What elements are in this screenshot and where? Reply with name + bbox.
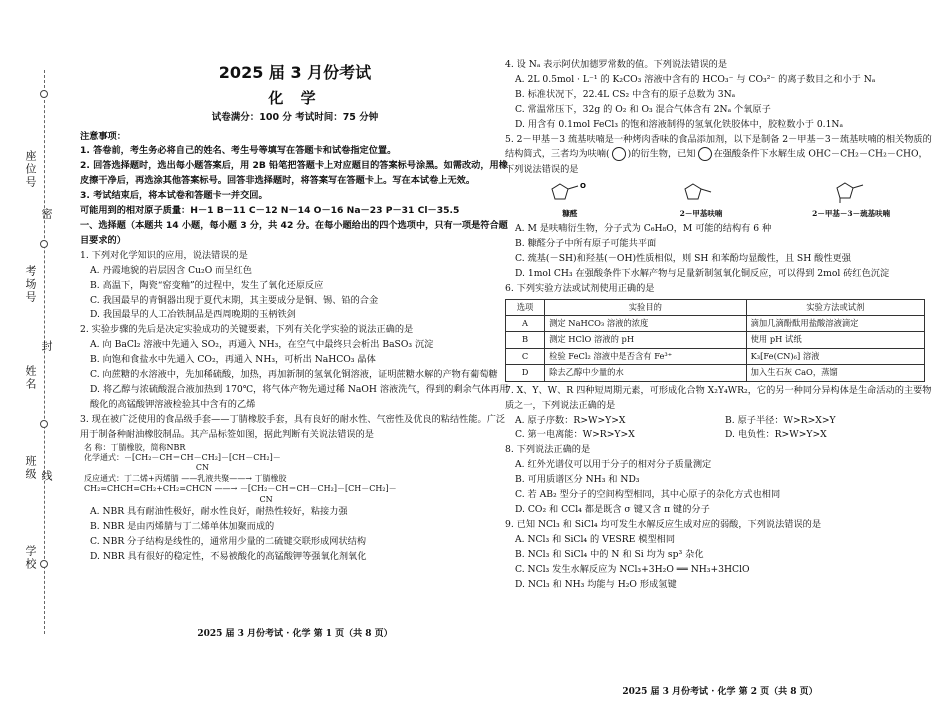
table-cell: 测定 HClO 溶液的 pH <box>545 332 747 348</box>
question-stem: 8. 下列说法正确的是 <box>505 444 591 456</box>
formula-line: CH₂=CHCH=CH₂+CH₂=CHCN ——→ －[CH₂－CH＝CH－CH₂]－[CH－CH₂]－ <box>84 484 397 494</box>
question-stem: 2. 实验步骤的先后是决定实验成功的关键要素，下列有关化学实验的说法正确的是 <box>80 324 414 336</box>
option: B. 标准状况下，22.4L CS₂ 中含有的原子总数为 3Nₐ <box>515 88 736 100</box>
option: D. NCl₃ 和 NH₃ 均能与 H₂O 形成氢键 <box>515 578 677 590</box>
seal-mark: 封 <box>40 340 53 353</box>
option: C. NBR 分子结构是线性的，通常用少量的二硫键交联形成网状结构 <box>90 535 367 547</box>
option-row <box>505 414 935 429</box>
option: A. M 是呋喃衍生物，分子式为 C₆H₈O，M 可能的结构有 6 种 <box>515 223 772 235</box>
binding-margin <box>0 0 60 654</box>
structure-label: 2－甲基－3－巯基呋喃 <box>812 208 891 218</box>
option: C. 向蔗糖的水溶液中，先加稀硫酸，加热，再加新制的氢氧化铜溶液，证明蔗糖水解的产物有葡萄糖 <box>90 369 498 381</box>
room-label: 考场号 <box>24 265 37 304</box>
question-stem: 6. 下列实验方法或试剂使用正确的是 <box>505 282 655 294</box>
thiofuran-icon <box>831 180 871 204</box>
option-row <box>505 428 935 443</box>
structure-label: 2－甲基呋喃 <box>679 208 723 218</box>
option: D. 将乙醇与浓硫酸混合液加热到 170℃，将气体产物先通过稀 NaOH 溶液洗气，得到的剩余气体再用酸化的高锰酸钾溶液检验其中含有的乙烯 <box>90 383 509 410</box>
furfural-icon <box>550 180 590 204</box>
table-cell: 检验 FeCl₂ 溶液中是否含有 Fe³⁺ <box>545 348 747 364</box>
seal-mark: 线 <box>40 470 53 483</box>
structure-row <box>505 180 935 220</box>
option: C. 常温常压下，32g 的 O₂ 和 O₃ 混合气体含有 2Nₐ 个氧原子 <box>515 103 771 115</box>
option: A. NCl₃ 和 SiCl₄ 的 VESRE 模型相同 <box>515 533 676 545</box>
table-cell: 加入生石灰 CaO，蒸馏 <box>746 365 924 381</box>
question-stem: 4. 设 Nₐ 表示阿伏加德罗常数的值。下列说法错误的是 <box>505 59 728 70</box>
structure-label: 糠醛 <box>562 208 578 218</box>
notice-item: 2. 回答选择题时，选出每小题答案后，用 2B 铅笔把答题卡上对应题目的答案标号涂黑。如需改动，用橡皮擦干净后，再选涂其他答案标号。回答非选择题时，将答案写在答题卡上。写在本试卷上无效。 <box>80 160 508 187</box>
formula-line: 反应通式：丁二烯+丙烯腈 ——乳液共聚——→ 丁腈橡胶 <box>84 473 287 483</box>
binding-hole <box>40 560 48 568</box>
page-footer: 2025 届 3 月份考试 · 化学 第 2 页（共 8 页） <box>622 687 818 698</box>
table-row <box>506 332 925 348</box>
formula-line: CN <box>84 494 273 504</box>
table-cell: B <box>506 332 545 348</box>
exam-meta: 试卷满分：100 分 考试时间：75 分钟 <box>211 112 379 124</box>
seal-mark: 密 <box>40 208 53 221</box>
class-label: 班级 <box>24 455 37 481</box>
option: D. NBR 具有很好的稳定性，不易被酸化的高锰酸钾等强氧化剂氧化 <box>90 550 367 562</box>
binding-hole <box>40 240 48 248</box>
table-cell: 除去乙醇中少量的水 <box>545 365 747 381</box>
table-cell: C <box>506 348 545 364</box>
option: B. 向饱和食盐水中先通入 CO₂，再通入 NH₃，可析出 NaHCO₃ 晶体 <box>90 354 376 366</box>
methylfuran-structure <box>680 180 723 220</box>
table-cell: A <box>506 316 545 332</box>
table-cell: 测定 NaHCO₃ 溶液的浓度 <box>545 316 747 332</box>
table-cell: D <box>506 365 545 381</box>
option: A. 2L 0.5mol · L⁻¹ 的 K₂CO₃ 溶液中含有的 HCO₃⁻ 与 CO₃²⁻ 的离子数目之和小于 Nₐ <box>515 73 876 85</box>
notice-item: 1. 答卷前，考生务必将自己的姓名、考生号等填写在答题卡和试卷指定位置。 <box>80 145 397 157</box>
stem-part: 在强酸条件下水解生成 OHC－CH₂－CH₂－CHO，下列说法错误的是 <box>505 148 928 175</box>
option: D. CO₂ 和 CCl₄ 都是既含 σ 键又含 π 键的分子 <box>515 504 710 515</box>
option: B. 可用质谱区分 NH₃ 和 ND₃ <box>515 474 640 486</box>
option: B. 原子半径：W>R>X>Y <box>725 414 836 426</box>
option: D. 我国最早的人工冶铁制品是西周晚期的玉柄铁剑 <box>90 309 296 321</box>
option: C. 第一电离能：W>R>Y>X <box>515 429 635 441</box>
experiment-table <box>505 299 925 382</box>
option: B. 高温下，陶瓷“窑变釉”的过程中，发生了氧化还原反应 <box>90 279 324 291</box>
option: B. NBR 是由丙烯腈与丁二烯单体加聚而成的 <box>90 520 275 532</box>
table-row <box>506 348 925 364</box>
option: C. 我国最早的青铜器出现于夏代末期，其主要成分是铜、锡、铅的合金 <box>90 294 379 306</box>
stem-part: 5. 2－甲基－3 巯基呋喃是一种烤肉香味的食品添加剂，以下是制备 2－甲基－3－巯基呋喃的相关物质的结构简式，三者均为呋喃( <box>505 133 932 160</box>
option: B. 糠醛分子中所有原子可能共平面 <box>515 237 657 249</box>
atomic-masses: 可能用到的相对原子质量：H－1 B－11 C－12 N－14 O－16 Na－23 P－31 Cl－35.5 <box>80 205 460 217</box>
nbr-label <box>80 443 510 505</box>
svg-text:O: O <box>579 181 586 190</box>
subject-title: 化 学 <box>268 88 322 107</box>
option: D. 电负性：R>W>Y>X <box>725 429 827 441</box>
stem-part: )的衍生物，已知 <box>627 148 696 160</box>
exam-title: 2025 届 3 月份考试 <box>218 63 372 82</box>
table-cell: 使用 pH 试纸 <box>746 332 924 348</box>
question-stem: 9. 已知 NCl₃ 和 SiCl₄ 均可发生水解反应生成对应的弱酸，下列说法错误的是 <box>505 518 822 530</box>
name-label: 姓名 <box>24 365 37 391</box>
table-row <box>506 316 925 332</box>
option: D. 1mol CH₃ 在强酸条件下水解产物与足量新制氢氧化铜反应，可以得到 2mol 砖红色沉淀 <box>515 267 890 279</box>
option: A. 向 BaCl₂ 溶液中先通入 SO₂，再通入 NH₃，在空气中最终只会析出 BaSO₃ 沉淀 <box>90 339 434 351</box>
table-row <box>506 365 925 381</box>
column-header: 实验方法或试剂 <box>746 299 924 315</box>
question-stem <box>505 133 935 178</box>
thiofuran-structure <box>812 180 890 220</box>
option: A. NBR 具有耐油性极好，耐水性良好，耐热性较好，粘接力强 <box>90 505 348 517</box>
seat-label: 座位号 <box>24 150 37 189</box>
table-header <box>506 299 925 315</box>
column-header: 选项 <box>506 299 545 315</box>
table-cell: K₃[Fe(CN)₆] 溶液 <box>746 348 924 364</box>
furfural-structure <box>550 180 590 220</box>
option: C. NCl₃ 发生水解反应为 NCl₃+3H₂O ══ NH₃+3HClO <box>515 563 750 575</box>
table-cell: 滴加几滴酚酞用盐酸溶液滴定 <box>746 316 924 332</box>
binding-hole <box>40 420 48 428</box>
binding-hole <box>40 90 48 98</box>
option: A. 丹霞地貌的岩层因含 Cu₂O 而呈红色 <box>90 264 252 276</box>
furan-ring-icon <box>612 147 626 161</box>
option: A. 红外光谱仪可以用于分子的相对分子质量测定 <box>515 459 712 471</box>
column-header: 实验目的 <box>545 299 747 315</box>
page-1 <box>80 0 510 654</box>
question-stem: 7. X、Y、W、R 四种短周期元素，可形成化合物 X₂Y₄WR₂，它的另一种同分异构体是生命活动的主要物质之一，下列说法正确的是 <box>505 384 932 411</box>
methylfuran-icon <box>681 180 721 204</box>
school-label: 学校 <box>24 545 37 571</box>
section-heading: 一、选择题（本题共 14 小题，每小题 3 分，共 42 分。在每小题给出的四个选项中，只有一项是符合题目要求的） <box>80 220 508 246</box>
furan-ring-icon <box>698 147 712 161</box>
option: A. 原子序数：R>W>Y>X <box>515 414 626 426</box>
question-stem: 3. 现在被广泛使用的食品级手套——丁腈橡胶手套，具有良好的耐水性、气密性及优良的粘结性能。广泛用于制备种耐油橡胶制品。其产品标签如图，据此判断有关说法错误的是 <box>80 413 506 440</box>
page-footer: 2025 届 3 月份考试 · 化学 第 1 页（共 8 页） <box>197 629 393 640</box>
formula-line: CN <box>84 463 210 473</box>
option: C. 若 AB₂ 型分子的空间构型相同，其中心原子的杂化方式也相同 <box>515 489 781 501</box>
option: B. NCl₃ 和 SiCl₄ 中的 N 和 Si 均为 sp³ 杂化 <box>515 548 704 560</box>
formula-line: 化学通式：－[CH₂－CH＝CH－CH₂]－[CH－CH₂]－ <box>84 453 281 462</box>
page-2 <box>505 58 935 712</box>
question-stem: 1. 下列对化学知识的应用，说法错误的是 <box>80 249 248 261</box>
option: C. 巯基(－SH)和羟基(－OH)性质相似，则 SH 和苯酚均显酸性，且 SH 酸性更强 <box>515 252 851 264</box>
notice-heading: 注意事项： <box>80 130 126 142</box>
option: D. 用含有 0.1mol FeCl₃ 的饱和溶液制得的氢氧化铁胶体中，胶粒数小于 0.1Nₐ <box>515 118 844 130</box>
formula-line: 名 称：丁腈橡胶，简称NBR <box>84 442 186 452</box>
notice-item: 3. 考试结束后，将本试卷和答题卡一并交回。 <box>80 190 268 202</box>
